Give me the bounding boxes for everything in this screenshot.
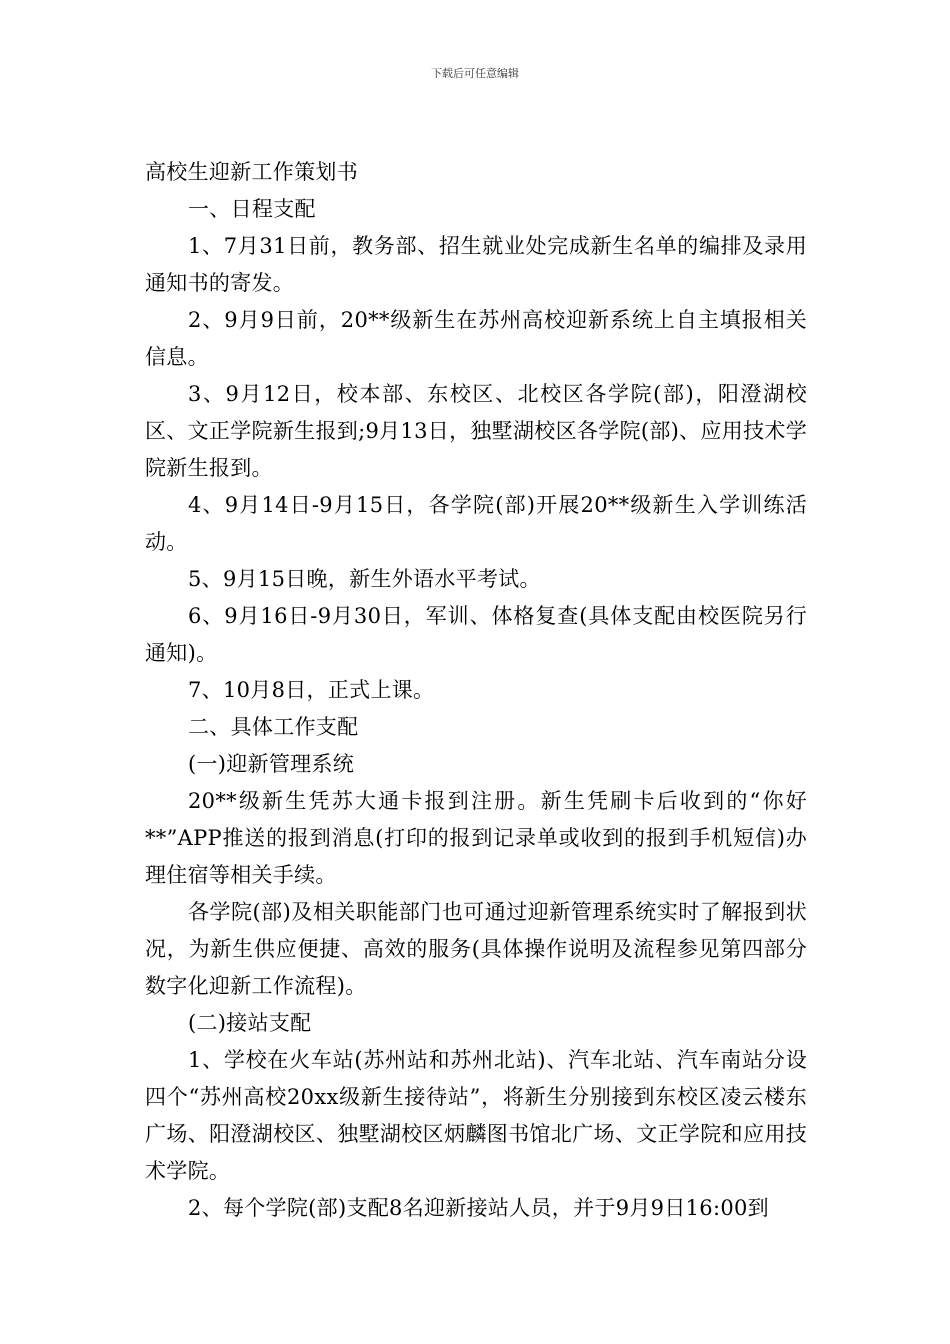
paragraph: 1、7月31日前，教务部、招生就业处完成新生名单的编排及录用通知书的寄发。: [145, 234, 807, 295]
paragraph: 7、10月8日，正式上课。: [188, 678, 435, 702]
paragraph: 各学院(部)及相关职能部门也可通过迎新管理系统实时了解报到状况，为新生供应便捷、高效的服务(具体操作说明及流程参见第四部分数字化迎新工作流程)。: [145, 900, 807, 998]
section-heading: 一、日程支配: [188, 197, 316, 221]
paragraph: 6、9月16日-9月30日，军训、体格复查(具体支配由校医院另行通知)。: [145, 604, 807, 665]
document-title: 高校生迎新工作策划书: [145, 160, 358, 184]
paragraph: 20**级新生凭苏大通卡报到注册。新生凭刷卡后收到的“你好**”APP推送的报到消息(打印的报到记录单或收到的报到手机短信)办理住宿等相关手续。: [145, 789, 807, 887]
paragraph: 2、9月9日前，20**级新生在苏州高校迎新系统上自主填报相关信息。: [145, 308, 807, 369]
paragraph: 4、9月14日-9月15日，各学院(部)开展20**级新生入学训练活动。: [145, 493, 807, 554]
paragraph: 3、9月12日，校本部、东校区、北校区各学院(部)，阳澄湖校区、文正学院新生报到;9月13日，独墅湖校区各学院(部)、应用技术学院新生报到。: [145, 382, 807, 480]
subsection-heading: (一)迎新管理系统: [188, 752, 355, 776]
section-heading: 二、具体工作支配: [188, 715, 359, 739]
paragraph: 2、每个学院(部)支配8名迎新接站人员，并于9月9日16:00到: [188, 1196, 769, 1220]
page-header-note: 下载后可任意编辑: [431, 67, 519, 80]
document-body: [145, 154, 807, 1227]
paragraph: 5、9月15日晚，新生外语水平考试。: [188, 567, 541, 591]
paragraph: 1、学校在火车站(苏州站和苏州北站)、汽车北站、汽车南站分设四个“苏州高校20xx级新生接待站”，将新生分别接到东校区凌云楼东广场、阳澄湖校区、独墅湖校区炳麟图书馆北广场、文正学院和应用技术学院。: [145, 1048, 807, 1183]
subsection-heading: (二)接站支配: [188, 1011, 312, 1035]
